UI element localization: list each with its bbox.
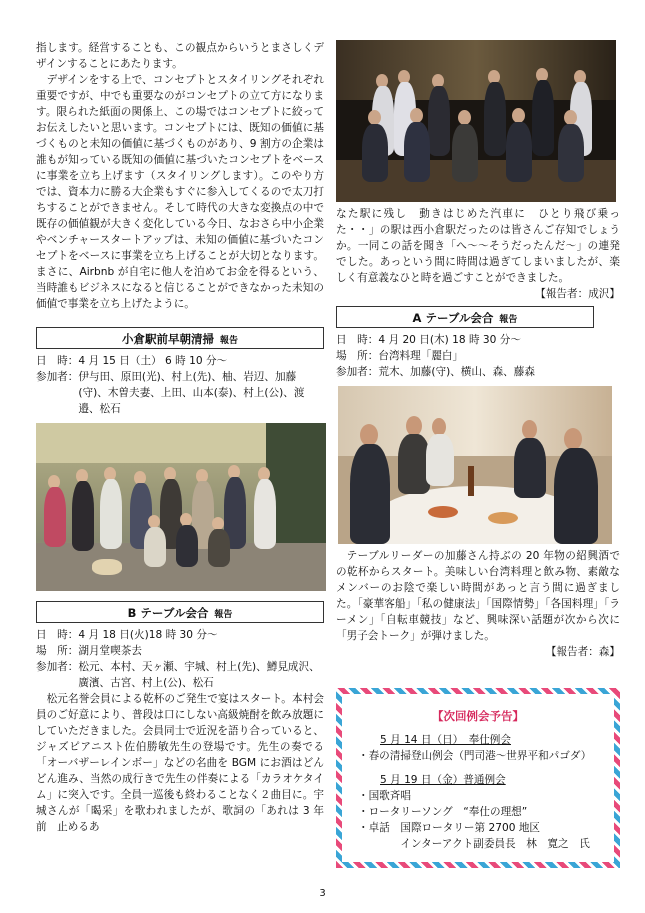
cleanup-tag: 報告 <box>219 336 238 346</box>
notice-event-2-item-3: ・卓話 国際ロータリー第 2700 地区 <box>358 822 541 834</box>
a-table-place: 台湾料理「麗白」 <box>378 350 464 362</box>
notice-event-2-item-4: インターアクト副委員長 林 寛之 氏 <box>358 838 590 850</box>
cleanup-date-label: 日 時： <box>36 355 79 367</box>
cleanup-attendees: 伊与田、原田(光)、村上(先)、柚、岩辺、加藤(守)、木曽夫妻、上田、山本(泰)、村上(公)、渡邉、松石 <box>78 371 305 415</box>
next-meeting-notice <box>336 688 620 868</box>
cleanup-attendees-label: 参加者： <box>36 371 79 383</box>
b-table-date-label: 日 時： <box>36 629 79 641</box>
b-table-attendees-label: 参加者： <box>36 661 79 673</box>
notice-event-2-item-2: ・ロータリーソング “奉仕の理想” <box>358 806 528 818</box>
b-table-body: 松元名誉会員による乾杯のご発生で宴はスタート。本村会員のご好意により、普段は口にしない高級焼酎を飲み放題にしていただきました。会員同士で近況を語り合っていると、ジャズピアニスト佐伯勝敏先生の登場です。先生の奏でる「オーバザーレインボー」などの名曲を BGM にお酒はどんどん進み、当然の成行きで先生の伴奏による「カラオケタイム」に突入です。全員一巡後も終わることなく２曲目に。宇城さんが「暍采」を歌われましたが、歌詞の「あれは 3 年前 止めるあ <box>36 693 324 833</box>
notice-event-2-date: 5 月 19 日（金）普通例会 <box>380 774 506 786</box>
cleanup-meta <box>36 353 324 417</box>
b-table-group-photo <box>336 40 616 202</box>
a-table-attendees: 荒木、加藤(守)、横山、森、藤森 <box>378 366 535 378</box>
b-table-attendees: 松元、本村、天ヶ瀬、宇城、村上(先)、鱒見成沢、廣濱、古宮、村上(公)、松石 <box>78 661 320 689</box>
page-number: 3 <box>319 888 326 899</box>
b-table-place: 湖月堂喫茶去 <box>78 645 142 657</box>
b-table-meta <box>36 627 324 691</box>
right-column <box>336 40 620 660</box>
a-table-date-label: 日 時： <box>336 334 379 346</box>
notice-event-2-item-1: ・国歌斉唱 <box>358 790 411 802</box>
notice-event-1-item-1: ・春の清掃登山例会（門司港～世界平和パゴダ） <box>358 750 592 762</box>
a-table-attendees-label: 参加者： <box>336 366 379 378</box>
b-table-body-continued: なた駅に残し 動きはじめた汽車に ひとり飛び乗った・・」の駅は西小倉駅だったのは皆さんご存知でしょうか。一同この話を聞き「へ～～そうだったんだ～」の連発でした。あっという間に時間は過ぎてしまいましたが、楽しく有意義なひと時を過ごすことができました。 <box>336 208 620 284</box>
a-table-section-title <box>336 306 594 328</box>
a-table-date: 4 月 20 日(木) 18 時 30 分～ <box>378 334 521 346</box>
b-table-section-title <box>36 601 324 623</box>
cleanup-title: 小倉駅前早朝清掃 <box>121 332 214 346</box>
cleanup-date: 4 月 15 日（土） 6 時 10 分～ <box>78 355 228 367</box>
notice-event-1-date: 5 月 14 日（日） 奉仕例会 <box>380 734 511 746</box>
left-column <box>36 40 324 835</box>
a-table-meta <box>336 332 620 380</box>
b-table-tag: 報告 <box>214 610 233 620</box>
b-table-date: 4 月 18 日(火)18 時 30 分～ <box>78 629 218 641</box>
cleanup-group-photo <box>36 423 326 591</box>
a-table-tag: 報告 <box>499 315 518 325</box>
a-table-title: A テーブル会合 <box>412 311 494 325</box>
b-table-title: B テーブル会合 <box>127 606 209 620</box>
b-table-reporter: 【報告者：成沢】 <box>535 288 620 300</box>
intro-paragraph-1: 指します。経営することも、この観点からいうとまさしくデザインすることにあたります。 <box>36 42 324 70</box>
notice-title: 【次回例会予告】 <box>432 709 524 723</box>
a-table-body: テーブルリーダーの加藤さん持ぶの 20 年物の紹興酒での乾杯からスタート。美味しい台湾料理と飲み物、素敵なメンバーのお陰で楽しい時間があっと言う間に過ぎました。「豪華客船」「私の健康法」「国際情勢」「各国料理」「ラーメン」「自転車競技」など、興味深い話題が次から次に「男子会トーク」が弾けました。 <box>336 550 620 642</box>
intro-paragraph-2: デザインをする上で、コンセプトとスタイリングそれぞれ重要ですが、中でも重要なのがコンセプトの立て方になります。限られた紙面の関係上、この場ではコンセプトに絞ってお伝えしたいと思います。コンセプトには、既知の価値に基づくものと未知の価値に基づくものがあり、9 割方の企業は誰もが知っている既知の価値に基づいたコンセプトをベースに事業を立ち上げます（スタイリングします）。このやり方では、資本力に勝る大企業もすぐに参入してくるので太刀打ちすることができません。そして時代の大きな変換点の中で既存の価値観が大きく変化している今日、なおさら中小企業やベンチャースタートアップは、未知の価値に基づいたコンセプトをベースに事業を立ち上げることが大切となります。まさに、Airbnb が自宅に他人を泊めてお金を得るという、当時誰もビジネスになると信じることができなかった未知の価値で事業を立ち上げたように。 <box>36 74 324 310</box>
a-table-reporter: 【報告者：森】 <box>545 646 620 658</box>
cleanup-section-title <box>36 327 324 349</box>
a-table-group-photo <box>338 386 612 544</box>
a-table-place-label: 場 所： <box>336 350 379 362</box>
b-table-place-label: 場 所： <box>36 645 79 657</box>
notice-event-2 <box>358 772 598 852</box>
notice-event-1 <box>358 732 598 764</box>
